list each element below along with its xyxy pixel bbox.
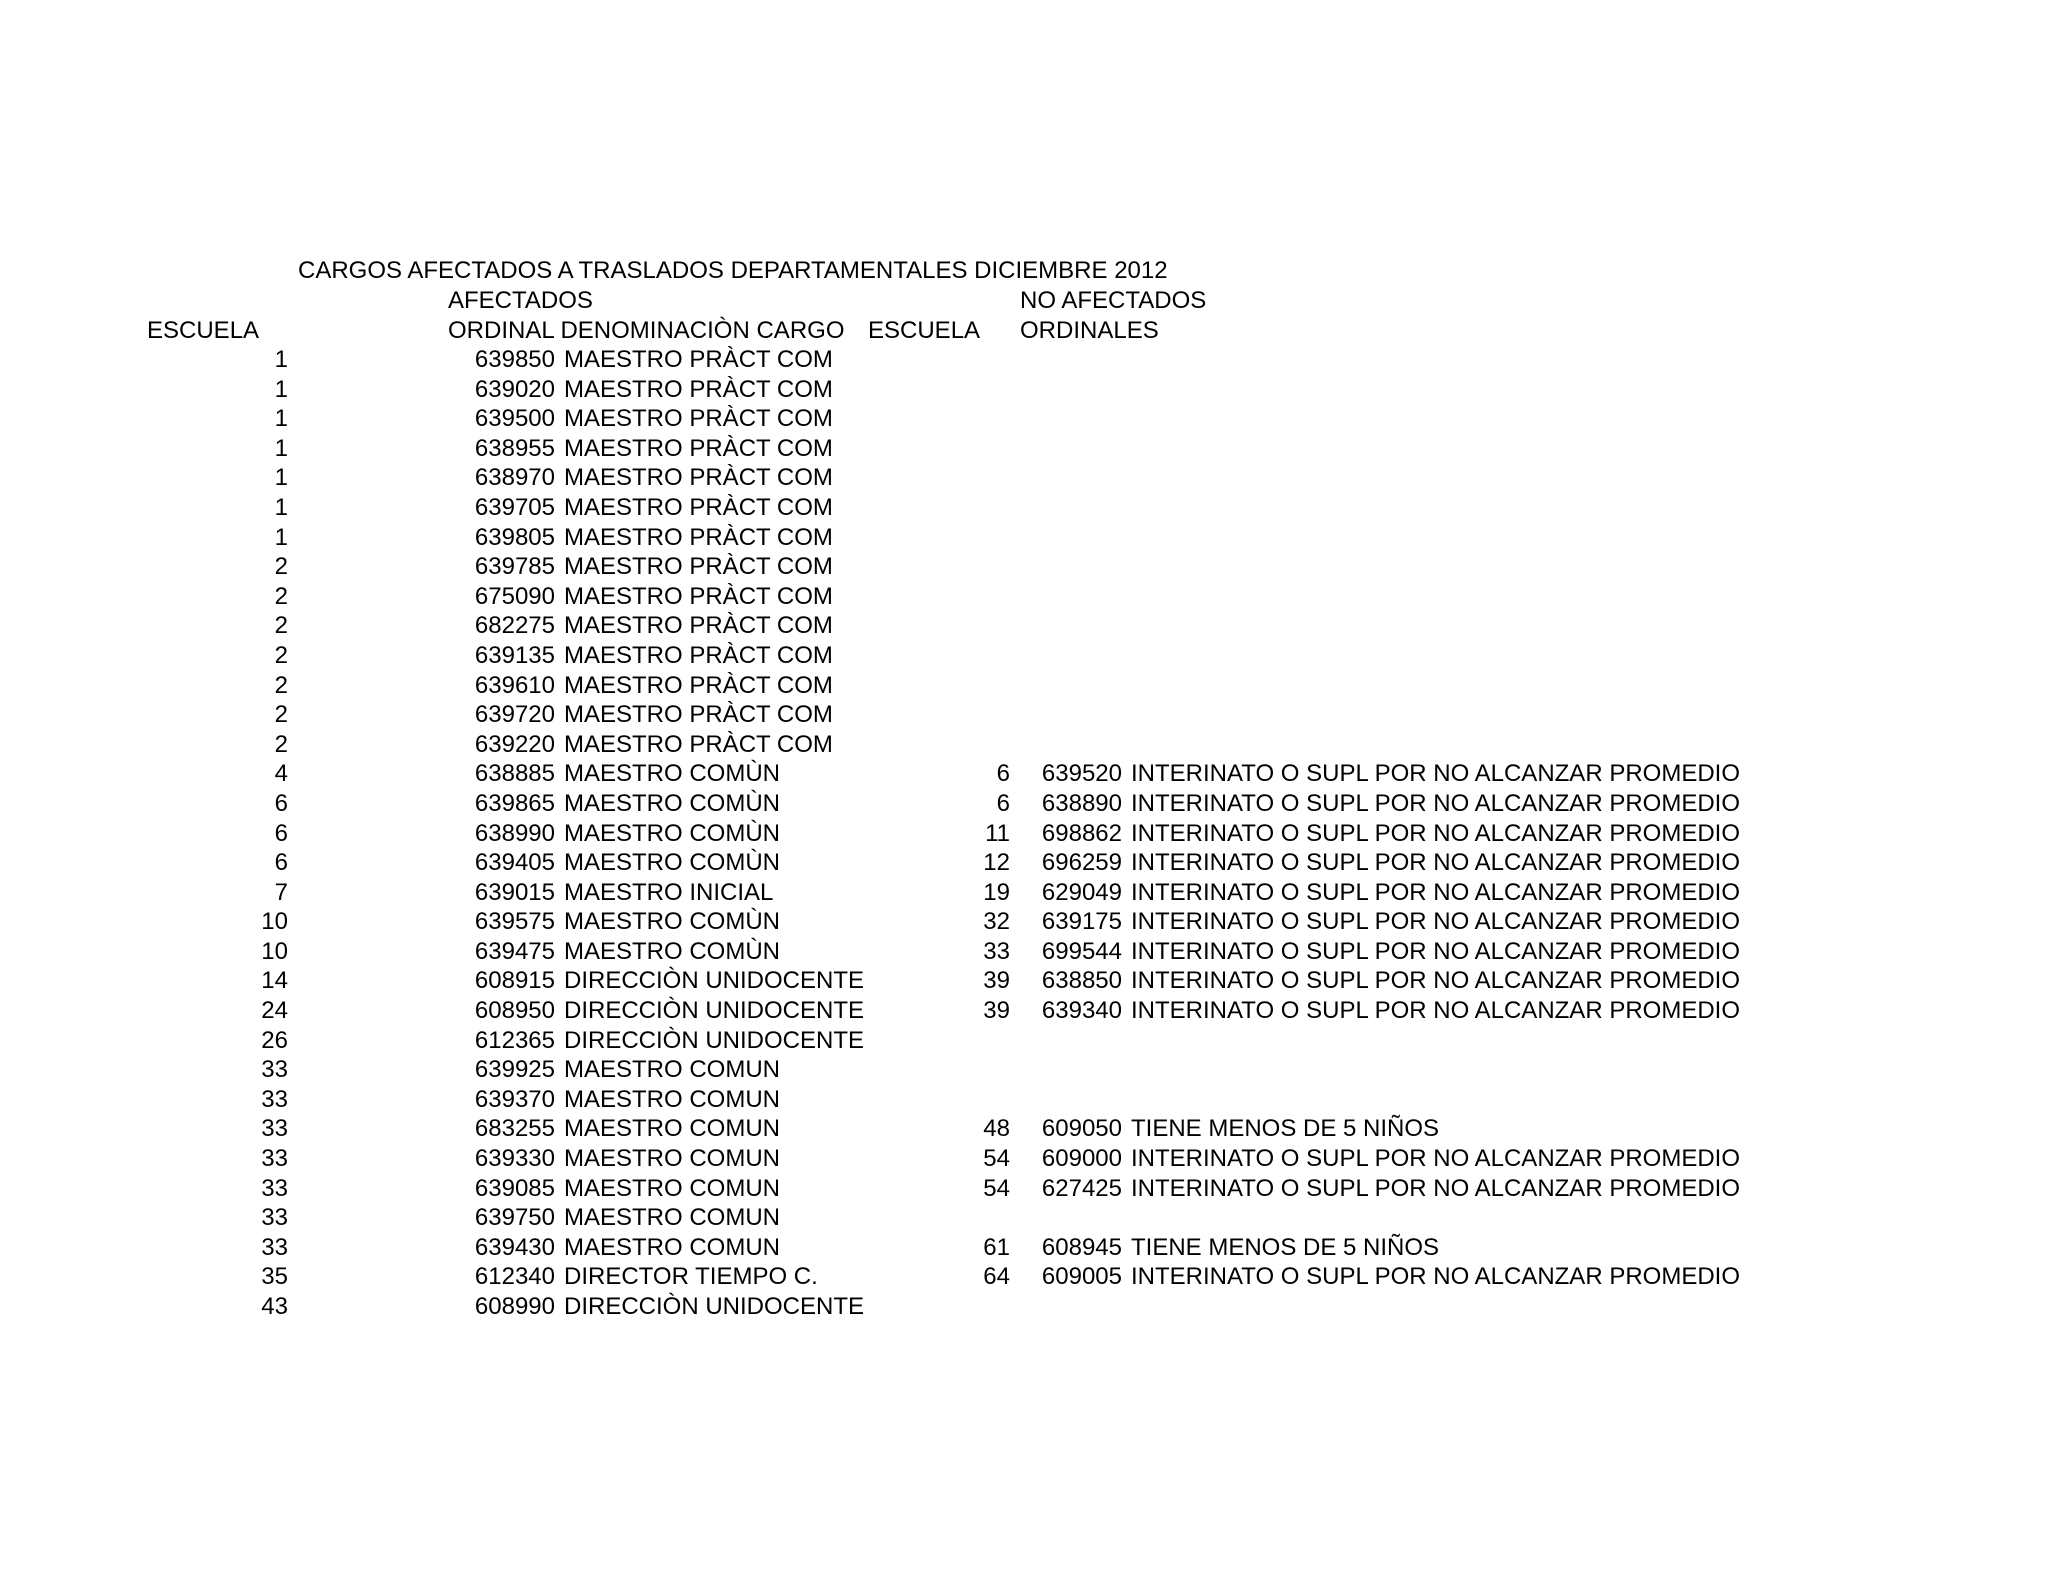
cell-escuela-no-afectado: 39 [983,997,1010,1025]
cell-escuela: 33 [261,1204,288,1232]
cell-ordinal: 639220 [474,730,555,758]
cell-motivo-no-afectado: INTERINATO O SUPL POR NO ALCANZAR PROMEDIO [1131,1145,1740,1173]
cell-escuela-no-afectado: 32 [983,908,1010,936]
cell-escuela: 33 [261,1174,288,1202]
cell-denominacion: MAESTRO PRÀCT COM [564,612,833,640]
cell-motivo-no-afectado: INTERINATO O SUPL POR NO ALCANZAR PROMEDIO [1131,908,1740,936]
cell-denominacion: MAESTRO COMUN [564,1145,780,1173]
cell-ordinal: 639430 [474,1233,555,1261]
cell-ordinal: 639705 [474,493,555,521]
header-ordinal-denominacion: ORDINAL DENOMINACIÒN CARGO [448,317,845,344]
cell-denominacion: DIRECCIÒN UNIDOCENTE [564,1293,865,1320]
cell-ordinal-no-afectado: 699544 [1041,937,1122,965]
table-row [0,641,2048,671]
cell-ordinal: 639135 [474,641,555,669]
cell-denominacion: MAESTRO COMUN [564,1233,780,1261]
cell-denominacion: MAESTRO COMUN [564,1115,780,1143]
cell-denominacion: MAESTRO PRÀCT COM [564,553,833,581]
cell-denominacion: MAESTRO PRÀCT COM [564,671,833,699]
cell-ordinal: 638970 [474,464,555,492]
cargos-table [0,345,2048,1322]
header-afectados: AFECTADOS [448,287,593,314]
cell-ordinal: 612340 [474,1263,555,1291]
cell-motivo-no-afectado: INTERINATO O SUPL POR NO ALCANZAR PROMEDIO [1131,1174,1740,1202]
cell-denominacion: MAESTRO COMUN [564,1174,780,1202]
table-row [0,671,2048,701]
cell-escuela-no-afectado: 12 [983,849,1010,877]
cell-ordinal-no-afectado: 608945 [1041,1233,1122,1261]
cell-ordinal: 639575 [474,908,555,936]
cell-ordinal: 639850 [474,346,555,373]
cell-motivo-no-afectado: TIENE MENOS DE 5 NIÑOS [1131,1233,1440,1261]
cell-escuela: 10 [261,908,288,936]
table-row [0,1055,2048,1085]
cell-ordinal: 639610 [474,671,555,699]
cell-escuela: 33 [261,1145,288,1173]
table-row [0,404,2048,434]
cell-ordinal-no-afectado: 627425 [1041,1174,1122,1202]
cell-escuela: 33 [261,1085,288,1113]
table-row [0,907,2048,937]
table-row [0,1292,2048,1322]
cell-ordinal-no-afectado: 609050 [1041,1115,1122,1143]
cell-denominacion: MAESTRO PRÀCT COM [564,375,833,403]
cell-denominacion: MAESTRO COMÙN [564,760,780,788]
cell-escuela: 33 [261,1233,288,1261]
table-row [0,759,2048,789]
cell-escuela: 6 [274,849,288,877]
table-row [0,1174,2048,1204]
header-escuela-left: ESCUELA [147,317,260,344]
cell-ordinal: 608915 [474,967,555,995]
cell-motivo-no-afectado: INTERINATO O SUPL POR NO ALCANZAR PROMEDIO [1131,878,1740,906]
cell-ordinal-no-afectado: 696259 [1041,849,1122,877]
cell-escuela: 26 [261,1026,288,1054]
cell-denominacion: DIRECCIÒN UNIDOCENTE [564,997,865,1025]
cell-motivo-no-afectado: INTERINATO O SUPL POR NO ALCANZAR PROMEDIO [1131,760,1740,788]
cell-motivo-no-afectado: INTERINATO O SUPL POR NO ALCANZAR PROMEDIO [1131,819,1740,847]
table-row [0,1085,2048,1115]
cell-escuela-no-afectado: 64 [983,1263,1010,1291]
cell-ordinal-no-afectado: 609005 [1041,1263,1122,1291]
cell-ordinal: 612365 [474,1026,555,1054]
cell-escuela: 10 [261,937,288,965]
table-row [0,700,2048,730]
cell-escuela: 1 [274,434,288,462]
cell-denominacion: MAESTRO COMÙN [564,849,780,877]
table-row [0,523,2048,553]
cell-denominacion: MAESTRO INICIAL [564,878,774,906]
cell-escuela: 1 [274,375,288,403]
cell-denominacion: DIRECCIÒN UNIDOCENTE [564,967,865,995]
cell-escuela: 2 [274,701,288,729]
cell-escuela: 14 [261,967,288,995]
table-row [0,582,2048,612]
cell-ordinal: 608950 [474,997,555,1025]
cell-escuela: 1 [274,405,288,433]
table-row [0,1114,2048,1144]
cell-ordinal: 639785 [474,553,555,581]
table-row [0,878,2048,908]
cell-ordinal: 638990 [474,819,555,847]
cell-escuela: 7 [274,878,288,906]
cell-denominacion: MAESTRO COMÙN [564,908,780,936]
cell-denominacion: MAESTRO COMÙN [564,819,780,847]
table-row [0,966,2048,996]
cell-denominacion: MAESTRO COMÙN [564,789,780,817]
cell-escuela-no-afectado: 6 [996,760,1010,788]
cell-escuela: 33 [261,1115,288,1143]
table-row [0,1144,2048,1174]
cell-escuela-no-afectado: 19 [983,878,1010,906]
header-escuela-right: ESCUELA [868,317,981,344]
cell-ordinal-no-afectado: 639520 [1041,760,1122,788]
cell-motivo-no-afectado: INTERINATO O SUPL POR NO ALCANZAR PROMEDIO [1131,967,1740,995]
cell-ordinal-no-afectado: 609000 [1041,1145,1122,1173]
cell-ordinal-no-afectado: 639340 [1041,997,1122,1025]
table-row [0,552,2048,582]
cell-denominacion: MAESTRO COMUN [564,1085,780,1113]
cell-escuela-no-afectado: 33 [983,937,1010,965]
cell-escuela-no-afectado: 61 [983,1233,1010,1261]
cell-ordinal-no-afectado: 629049 [1041,878,1122,906]
cell-denominacion: MAESTRO PRÀCT COM [564,641,833,669]
cell-escuela: 2 [274,730,288,758]
cell-escuela-no-afectado: 11 [985,819,1010,847]
cell-denominacion: DIRECCIÒN UNIDOCENTE [564,1026,865,1054]
cell-denominacion: MAESTRO PRÀCT COM [564,493,833,521]
cell-escuela: 2 [274,641,288,669]
cell-denominacion: MAESTRO COMUN [564,1204,780,1232]
cell-ordinal-no-afectado: 638850 [1041,967,1122,995]
cell-ordinal: 639405 [474,849,555,877]
table-row [0,848,2048,878]
cell-motivo-no-afectado: INTERINATO O SUPL POR NO ALCANZAR PROMEDIO [1131,849,1740,877]
cell-motivo-no-afectado: INTERINATO O SUPL POR NO ALCANZAR PROMEDIO [1131,789,1740,817]
cell-escuela: 1 [274,523,288,551]
cell-motivo-no-afectado: INTERINATO O SUPL POR NO ALCANZAR PROMEDIO [1131,937,1740,965]
table-row [0,789,2048,819]
cell-escuela: 2 [274,612,288,640]
table-row [0,463,2048,493]
cell-ordinal-no-afectado: 638890 [1041,789,1122,817]
table-row [0,611,2048,641]
cell-escuela: 43 [261,1293,288,1320]
cell-escuela: 2 [274,671,288,699]
cell-escuela: 6 [274,789,288,817]
cell-ordinal: 639475 [474,937,555,965]
cell-motivo-no-afectado: INTERINATO O SUPL POR NO ALCANZAR PROMEDIO [1131,1263,1740,1291]
cell-ordinal: 639085 [474,1174,555,1202]
cell-escuela: 4 [274,760,288,788]
cell-ordinal: 683255 [474,1115,555,1143]
table-row [0,819,2048,849]
cell-ordinal: 639925 [474,1056,555,1084]
cell-denominacion: MAESTRO PRÀCT COM [564,464,833,492]
cell-ordinal: 682275 [474,612,555,640]
cell-escuela: 2 [274,553,288,581]
cell-ordinal-no-afectado: 639175 [1041,908,1122,936]
cell-denominacion: MAESTRO PRÀCT COM [564,405,833,433]
cell-denominacion: MAESTRO COMÙN [564,937,780,965]
cell-ordinal-no-afectado: 698862 [1041,819,1122,847]
cell-ordinal: 639865 [474,789,555,817]
cell-escuela: 1 [274,346,288,373]
cell-ordinal: 639500 [474,405,555,433]
cell-ordinal: 639015 [474,878,555,906]
cell-denominacion: MAESTRO PRÀCT COM [564,701,833,729]
cell-ordinal: 639720 [474,701,555,729]
cell-denominacion: MAESTRO PRÀCT COM [564,346,833,373]
cell-escuela: 35 [261,1263,288,1291]
cell-denominacion: MAESTRO PRÀCT COM [564,730,833,758]
cell-denominacion: MAESTRO PRÀCT COM [564,582,833,610]
table-row [0,1262,2048,1292]
cell-ordinal: 639020 [474,375,555,403]
cell-denominacion: MAESTRO COMUN [564,1056,780,1084]
table-row [0,434,2048,464]
header-no-afectados: NO AFECTADOS [1020,287,1207,314]
cell-denominacion: DIRECTOR TIEMPO C. [564,1263,818,1291]
cell-ordinal: 639370 [474,1085,555,1113]
cell-escuela: 1 [274,493,288,521]
cell-escuela-no-afectado: 6 [996,789,1010,817]
cell-ordinal: 639750 [474,1204,555,1232]
cell-ordinal: 639330 [474,1145,555,1173]
cell-ordinal: 638885 [474,760,555,788]
table-row [0,1233,2048,1263]
cell-escuela-no-afectado: 39 [983,967,1010,995]
table-row [0,996,2048,1026]
cell-escuela: 6 [274,819,288,847]
cell-escuela-no-afectado: 54 [983,1174,1010,1202]
table-row [0,937,2048,967]
cell-denominacion: MAESTRO PRÀCT COM [564,434,833,462]
table-row [0,1203,2048,1233]
cell-escuela: 1 [274,464,288,492]
table-row [0,730,2048,760]
table-row [0,1026,2048,1056]
cell-escuela-no-afectado: 54 [983,1145,1010,1173]
cell-motivo-no-afectado: TIENE MENOS DE 5 NIÑOS [1131,1115,1440,1143]
cell-escuela: 2 [274,582,288,610]
document-title: CARGOS AFECTADOS A TRASLADOS DEPARTAMENTALES DICIEMBRE 2012 [298,257,1168,284]
cell-ordinal: 638955 [474,434,555,462]
table-row [0,375,2048,405]
cell-escuela: 24 [261,997,288,1025]
cell-ordinal: 639805 [474,523,555,551]
cell-denominacion: MAESTRO PRÀCT COM [564,523,833,551]
cell-ordinal: 608990 [474,1293,555,1320]
table-row [0,345,2048,375]
cell-escuela: 33 [261,1056,288,1084]
cell-ordinal: 675090 [474,582,555,610]
cell-motivo-no-afectado: INTERINATO O SUPL POR NO ALCANZAR PROMEDIO [1131,997,1740,1025]
cell-escuela-no-afectado: 48 [983,1115,1010,1143]
table-row [0,493,2048,523]
header-ordinales: ORDINALES [1020,317,1159,344]
